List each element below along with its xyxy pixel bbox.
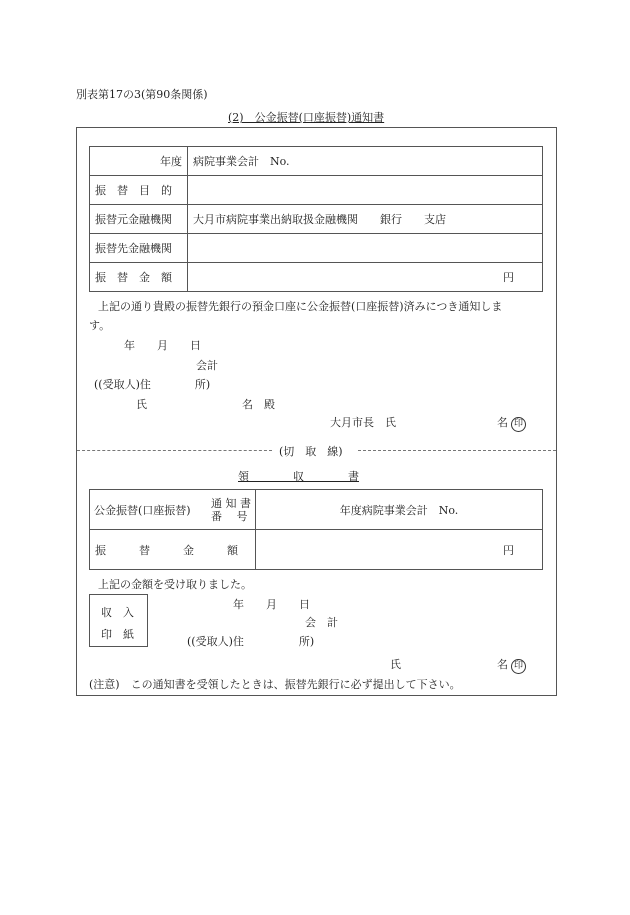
receipt-row1-sub1: 通 知 書	[211, 496, 251, 510]
receipt-kaikei: 会 計	[305, 616, 338, 629]
notice-recipient-name-right: 名 殿	[242, 398, 275, 411]
notice-recipient-address: ((受取人)住 所)	[94, 378, 211, 391]
cut-line-right	[358, 450, 556, 451]
notice-row-purpose	[90, 176, 543, 205]
receipt-title: 領 収 書	[238, 470, 359, 483]
receipt-name-seal	[497, 656, 526, 674]
receipt-row2-value: 円	[256, 530, 543, 570]
notice-message-line1: 上記の通り貴殿の振替先銀行の預金口座に公金振替(口座振替)済みにつき通知しま	[98, 300, 503, 313]
row-label: 振 替 目 的	[90, 176, 188, 205]
row-value: 円	[188, 263, 543, 292]
notice-row-destination-bank	[90, 234, 543, 263]
receipt-recipient-address: ((受取人)住 所)	[187, 635, 315, 648]
cut-line-left	[77, 450, 272, 451]
receipt-table	[89, 489, 543, 570]
notice-table	[89, 146, 543, 292]
document-title: (2) 公金振替(口座振替)通知書	[228, 111, 385, 124]
receipt-row1-sub2: 番 号	[211, 509, 248, 523]
row-label: 年度	[90, 147, 188, 176]
row-value	[188, 234, 543, 263]
row-value: 大月市病院事業出納取扱金融機関 銀行 支店	[188, 205, 543, 234]
revenue-stamp-line1: 収 入	[101, 606, 134, 619]
mayor-name-seal	[497, 414, 526, 432]
mayor-line: 大月市長 氏	[330, 416, 396, 429]
row-label: 振替先金融機関	[90, 234, 188, 263]
notice-row-source-bank	[90, 205, 543, 234]
receipt-name-left: 氏	[390, 658, 401, 671]
receipt-row1-value: 年度病院事業会計 No.	[256, 490, 543, 530]
row-label: 振 替 金 額	[90, 263, 188, 292]
receipt-row-amount	[90, 530, 543, 570]
notice-kaikei: 会計	[196, 359, 218, 372]
notice-number-label-cell	[90, 490, 256, 530]
receipt-row2-label: 振 替 金 額	[90, 530, 256, 570]
receipt-name-right: 名	[497, 658, 508, 671]
seal-icon: 印	[511, 417, 526, 432]
mayor-name-suffix: 名	[497, 416, 508, 429]
receipt-date: 年 月 日	[233, 598, 310, 611]
row-value	[188, 176, 543, 205]
row-value: 病院事業会計 No.	[188, 147, 543, 176]
row-label: 振替元金融機関	[90, 205, 188, 234]
receipt-message: 上記の金額を受け取りました。	[98, 578, 252, 591]
receipt-row1-label: 公金振替(口座振替)	[94, 503, 191, 517]
appendix-reference: 別表第17の3(第90条関係)	[76, 88, 208, 101]
revenue-stamp-line2: 印 紙	[101, 628, 134, 641]
notice-message-line2: す。	[89, 319, 111, 332]
footer-note: (注意) この通知書を受領したときは、振替先銀行に必ず提出して下さい。	[89, 678, 461, 691]
seal-icon: 印	[511, 659, 526, 674]
receipt-row-notice-number	[90, 490, 543, 530]
notice-date: 年 月 日	[124, 339, 201, 352]
cut-line-label: (切 取 線)	[279, 445, 343, 458]
notice-row-amount	[90, 263, 543, 292]
notice-row-fiscal-year	[90, 147, 543, 176]
notice-recipient-name-left: 氏	[136, 398, 147, 411]
